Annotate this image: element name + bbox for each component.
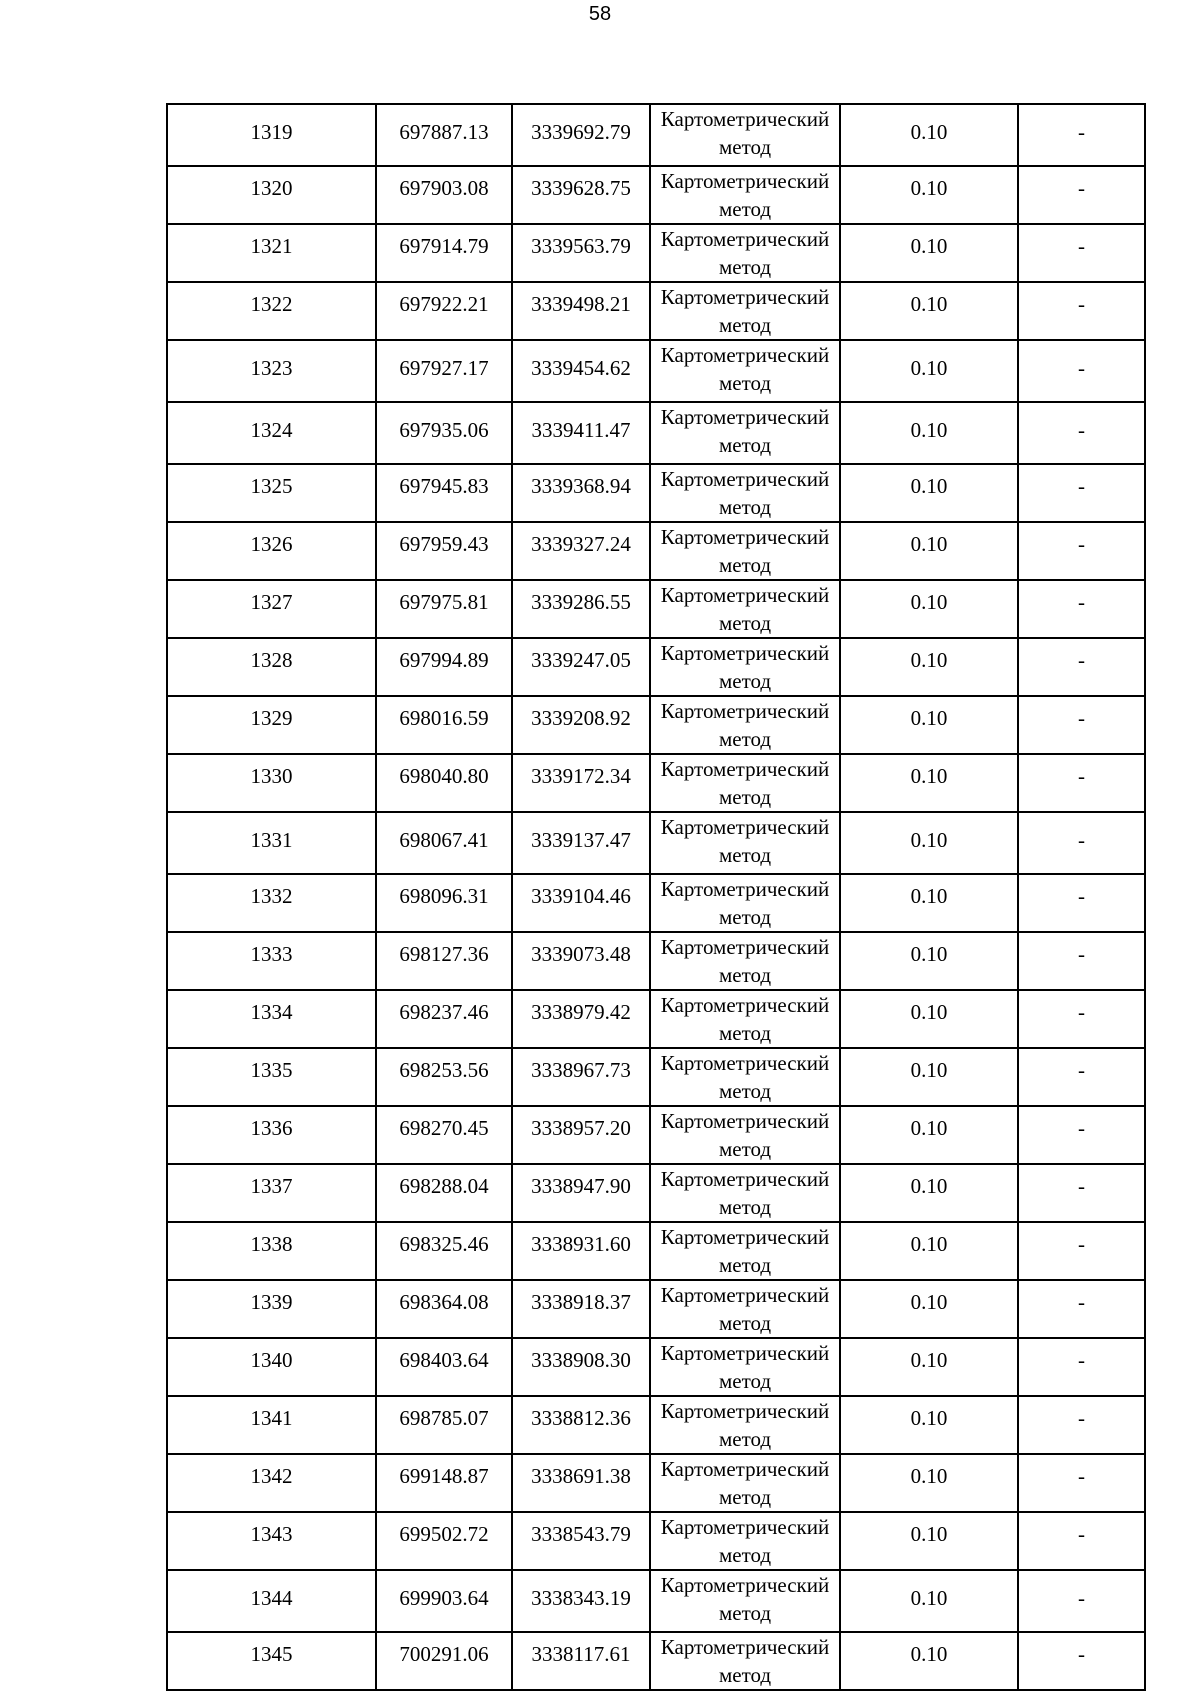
point-number-cell: 1325 [167, 464, 376, 522]
accuracy-cell: 0.10 [840, 464, 1018, 522]
method-cell: Картометрический метод [650, 1048, 840, 1106]
y-coordinate-cell: 3338931.60 [512, 1222, 650, 1280]
method-cell: Картометрический метод [650, 1570, 840, 1632]
y-coordinate-cell: 3338918.37 [512, 1280, 650, 1338]
y-coordinate-cell: 3339368.94 [512, 464, 650, 522]
note-cell: - [1018, 1512, 1145, 1570]
x-coordinate-cell: 698325.46 [376, 1222, 512, 1280]
point-number-cell: 1336 [167, 1106, 376, 1164]
point-number-cell: 1324 [167, 402, 376, 464]
note-cell: - [1018, 580, 1145, 638]
point-number-cell: 1330 [167, 754, 376, 812]
y-coordinate-cell: 3339454.62 [512, 340, 650, 402]
accuracy-cell: 0.10 [840, 1338, 1018, 1396]
y-coordinate-cell: 3339247.05 [512, 638, 650, 696]
accuracy-cell: 0.10 [840, 522, 1018, 580]
method-cell: Картометрический метод [650, 1164, 840, 1222]
method-cell: Картометрический метод [650, 932, 840, 990]
x-coordinate-cell: 697994.89 [376, 638, 512, 696]
accuracy-cell: 0.10 [840, 638, 1018, 696]
method-cell: Картометрический метод [650, 990, 840, 1048]
table-row [167, 1106, 1145, 1164]
y-coordinate-cell: 3339104.46 [512, 874, 650, 932]
table-row [167, 696, 1145, 754]
x-coordinate-cell: 698364.08 [376, 1280, 512, 1338]
x-coordinate-cell: 699903.64 [376, 1570, 512, 1632]
note-cell: - [1018, 1164, 1145, 1222]
table-row [167, 1512, 1145, 1570]
method-cell: Картометрический метод [650, 402, 840, 464]
table-row [167, 166, 1145, 224]
method-cell: Картометрический метод [650, 1396, 840, 1454]
note-cell: - [1018, 224, 1145, 282]
note-cell: - [1018, 754, 1145, 812]
y-coordinate-cell: 3338957.20 [512, 1106, 650, 1164]
method-cell: Картометрический метод [650, 1222, 840, 1280]
method-cell: Картометрический метод [650, 1338, 840, 1396]
note-cell: - [1018, 1396, 1145, 1454]
y-coordinate-cell: 3338343.19 [512, 1570, 650, 1632]
table-row [167, 224, 1145, 282]
point-number-cell: 1333 [167, 932, 376, 990]
x-coordinate-cell: 698253.56 [376, 1048, 512, 1106]
note-cell: - [1018, 402, 1145, 464]
point-number-cell: 1334 [167, 990, 376, 1048]
accuracy-cell: 0.10 [840, 932, 1018, 990]
x-coordinate-cell: 697887.13 [376, 104, 512, 166]
x-coordinate-cell: 697975.81 [376, 580, 512, 638]
point-number-cell: 1345 [167, 1632, 376, 1690]
x-coordinate-cell: 698127.36 [376, 932, 512, 990]
x-coordinate-cell: 700291.06 [376, 1632, 512, 1690]
x-coordinate-cell: 698040.80 [376, 754, 512, 812]
accuracy-cell: 0.10 [840, 1570, 1018, 1632]
note-cell: - [1018, 340, 1145, 402]
method-cell: Картометрический метод [650, 812, 840, 874]
x-coordinate-cell: 698237.46 [376, 990, 512, 1048]
method-cell: Картометрический метод [650, 874, 840, 932]
accuracy-cell: 0.10 [840, 340, 1018, 402]
note-cell: - [1018, 1222, 1145, 1280]
y-coordinate-cell: 3339286.55 [512, 580, 650, 638]
accuracy-cell: 0.10 [840, 1512, 1018, 1570]
method-cell: Картометрический метод [650, 104, 840, 166]
accuracy-cell: 0.10 [840, 812, 1018, 874]
method-cell: Картометрический метод [650, 1632, 840, 1690]
note-cell: - [1018, 1338, 1145, 1396]
accuracy-cell: 0.10 [840, 1454, 1018, 1512]
accuracy-cell: 0.10 [840, 1396, 1018, 1454]
note-cell: - [1018, 812, 1145, 874]
table-row [167, 812, 1145, 874]
x-coordinate-cell: 697927.17 [376, 340, 512, 402]
point-number-cell: 1344 [167, 1570, 376, 1632]
table-row [167, 754, 1145, 812]
note-cell: - [1018, 1570, 1145, 1632]
accuracy-cell: 0.10 [840, 1048, 1018, 1106]
note-cell: - [1018, 1632, 1145, 1690]
coordinates-table-body [167, 104, 1145, 1690]
y-coordinate-cell: 3339498.21 [512, 282, 650, 340]
table-row [167, 1454, 1145, 1512]
accuracy-cell: 0.10 [840, 580, 1018, 638]
table-row [167, 874, 1145, 932]
y-coordinate-cell: 3338691.38 [512, 1454, 650, 1512]
y-coordinate-cell: 3338117.61 [512, 1632, 650, 1690]
x-coordinate-cell: 698067.41 [376, 812, 512, 874]
note-cell: - [1018, 166, 1145, 224]
table-row [167, 990, 1145, 1048]
accuracy-cell: 0.10 [840, 166, 1018, 224]
y-coordinate-cell: 3339327.24 [512, 522, 650, 580]
y-coordinate-cell: 3338908.30 [512, 1338, 650, 1396]
note-cell: - [1018, 696, 1145, 754]
table-row [167, 340, 1145, 402]
x-coordinate-cell: 698016.59 [376, 696, 512, 754]
y-coordinate-cell: 3339692.79 [512, 104, 650, 166]
note-cell: - [1018, 874, 1145, 932]
accuracy-cell: 0.10 [840, 696, 1018, 754]
x-coordinate-cell: 697935.06 [376, 402, 512, 464]
table-row [167, 1222, 1145, 1280]
point-number-cell: 1341 [167, 1396, 376, 1454]
table-row [167, 282, 1145, 340]
point-number-cell: 1332 [167, 874, 376, 932]
y-coordinate-cell: 3338812.36 [512, 1396, 650, 1454]
table-row [167, 580, 1145, 638]
y-coordinate-cell: 3339073.48 [512, 932, 650, 990]
method-cell: Картометрический метод [650, 464, 840, 522]
method-cell: Картометрический метод [650, 1280, 840, 1338]
method-cell: Картометрический метод [650, 522, 840, 580]
note-cell: - [1018, 990, 1145, 1048]
note-cell: - [1018, 104, 1145, 166]
point-number-cell: 1322 [167, 282, 376, 340]
table-row [167, 402, 1145, 464]
x-coordinate-cell: 697922.21 [376, 282, 512, 340]
note-cell: - [1018, 282, 1145, 340]
coordinates-table [166, 103, 1146, 1691]
point-number-cell: 1335 [167, 1048, 376, 1106]
x-coordinate-cell: 698288.04 [376, 1164, 512, 1222]
accuracy-cell: 0.10 [840, 754, 1018, 812]
point-number-cell: 1343 [167, 1512, 376, 1570]
y-coordinate-cell: 3338967.73 [512, 1048, 650, 1106]
method-cell: Картометрический метод [650, 1512, 840, 1570]
table-row [167, 1048, 1145, 1106]
table-row [167, 1338, 1145, 1396]
point-number-cell: 1340 [167, 1338, 376, 1396]
table-row [167, 1570, 1145, 1632]
y-coordinate-cell: 3338979.42 [512, 990, 650, 1048]
y-coordinate-cell: 3338947.90 [512, 1164, 650, 1222]
y-coordinate-cell: 3339137.47 [512, 812, 650, 874]
point-number-cell: 1339 [167, 1280, 376, 1338]
y-coordinate-cell: 3339172.34 [512, 754, 650, 812]
accuracy-cell: 0.10 [840, 1632, 1018, 1690]
table-row [167, 464, 1145, 522]
accuracy-cell: 0.10 [840, 874, 1018, 932]
point-number-cell: 1329 [167, 696, 376, 754]
note-cell: - [1018, 1048, 1145, 1106]
accuracy-cell: 0.10 [840, 104, 1018, 166]
method-cell: Картометрический метод [650, 754, 840, 812]
accuracy-cell: 0.10 [840, 1222, 1018, 1280]
point-number-cell: 1320 [167, 166, 376, 224]
point-number-cell: 1342 [167, 1454, 376, 1512]
table-row [167, 1396, 1145, 1454]
note-cell: - [1018, 1106, 1145, 1164]
point-number-cell: 1328 [167, 638, 376, 696]
x-coordinate-cell: 699148.87 [376, 1454, 512, 1512]
table-row [167, 638, 1145, 696]
note-cell: - [1018, 522, 1145, 580]
note-cell: - [1018, 1280, 1145, 1338]
y-coordinate-cell: 3339563.79 [512, 224, 650, 282]
method-cell: Картометрический метод [650, 580, 840, 638]
note-cell: - [1018, 638, 1145, 696]
x-coordinate-cell: 697914.79 [376, 224, 512, 282]
point-number-cell: 1338 [167, 1222, 376, 1280]
method-cell: Картометрический метод [650, 340, 840, 402]
point-number-cell: 1331 [167, 812, 376, 874]
accuracy-cell: 0.10 [840, 282, 1018, 340]
accuracy-cell: 0.10 [840, 1106, 1018, 1164]
x-coordinate-cell: 699502.72 [376, 1512, 512, 1570]
table-row [167, 1164, 1145, 1222]
x-coordinate-cell: 697959.43 [376, 522, 512, 580]
y-coordinate-cell: 3338543.79 [512, 1512, 650, 1570]
x-coordinate-cell: 697945.83 [376, 464, 512, 522]
note-cell: - [1018, 1454, 1145, 1512]
table-row [167, 104, 1145, 166]
point-number-cell: 1321 [167, 224, 376, 282]
x-coordinate-cell: 698096.31 [376, 874, 512, 932]
method-cell: Картометрический метод [650, 638, 840, 696]
note-cell: - [1018, 932, 1145, 990]
accuracy-cell: 0.10 [840, 1280, 1018, 1338]
accuracy-cell: 0.10 [840, 224, 1018, 282]
method-cell: Картометрический метод [650, 696, 840, 754]
table-row [167, 1632, 1145, 1690]
table-row [167, 1280, 1145, 1338]
accuracy-cell: 0.10 [840, 1164, 1018, 1222]
point-number-cell: 1323 [167, 340, 376, 402]
y-coordinate-cell: 3339208.92 [512, 696, 650, 754]
page-number: 58 [588, 3, 612, 25]
point-number-cell: 1319 [167, 104, 376, 166]
note-cell: - [1018, 464, 1145, 522]
method-cell: Картометрический метод [650, 224, 840, 282]
y-coordinate-cell: 3339628.75 [512, 166, 650, 224]
accuracy-cell: 0.10 [840, 402, 1018, 464]
point-number-cell: 1337 [167, 1164, 376, 1222]
method-cell: Картометрический метод [650, 282, 840, 340]
point-number-cell: 1327 [167, 580, 376, 638]
x-coordinate-cell: 698403.64 [376, 1338, 512, 1396]
x-coordinate-cell: 698270.45 [376, 1106, 512, 1164]
x-coordinate-cell: 698785.07 [376, 1396, 512, 1454]
point-number-cell: 1326 [167, 522, 376, 580]
table-row [167, 522, 1145, 580]
accuracy-cell: 0.10 [840, 990, 1018, 1048]
y-coordinate-cell: 3339411.47 [512, 402, 650, 464]
method-cell: Картометрический метод [650, 1106, 840, 1164]
method-cell: Картометрический метод [650, 166, 840, 224]
table-row [167, 932, 1145, 990]
x-coordinate-cell: 697903.08 [376, 166, 512, 224]
method-cell: Картометрический метод [650, 1454, 840, 1512]
